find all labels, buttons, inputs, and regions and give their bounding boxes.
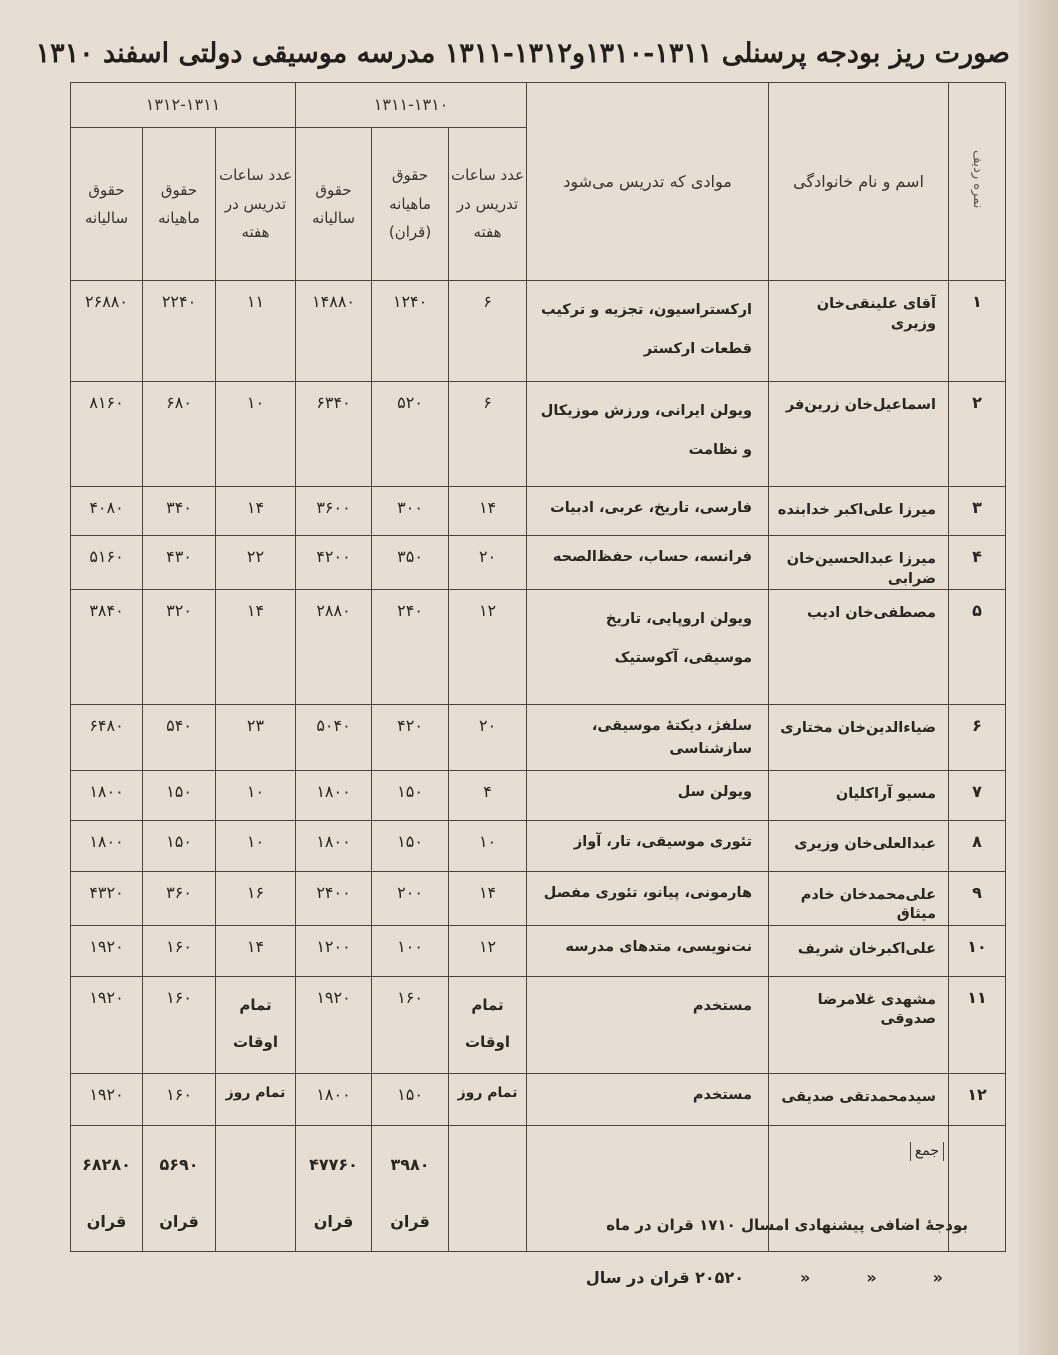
total-annual-1311: ۶۸۲۸۰ قران [71, 1125, 143, 1251]
table-row [71, 770, 1006, 820]
table-row [71, 281, 1006, 382]
annual-1311: ۶۴۸۰ [71, 705, 143, 770]
row-number: ۱۱ [949, 976, 1006, 1073]
annual-1311: ۱۸۰۰ [71, 820, 143, 871]
table-row [71, 820, 1006, 871]
subjects-taught: ویولن اروپایی، تاریخ موسیقی، آکوستیک [527, 590, 769, 705]
hours-1311: ۱۶ [216, 871, 296, 925]
monthly-1310: ۱۰۰ [372, 925, 449, 976]
hours-1310: ۲۰ [449, 705, 527, 770]
subjects-taught: مستخدم [527, 1073, 769, 1125]
hours-1311: ۱۱ [216, 281, 296, 382]
row-number: ۱۲ [949, 1073, 1006, 1125]
teacher-name: علی‌محمدخان خادم میثاق [769, 871, 949, 925]
table-row [71, 487, 1006, 536]
row-number: ۶ [949, 705, 1006, 770]
hours-1310: تمام اوقات [449, 976, 527, 1073]
subjects-taught: ارکستراسیون، تجزیه و ترکیب قطعات ارکستر [527, 281, 769, 382]
subjects-taught: فرانسه، حساب، حفظ‌الصحه [527, 536, 769, 590]
hours-1310: ۱۴ [449, 871, 527, 925]
header-annual-1: حقوق سالیانه [296, 128, 372, 281]
table-row [71, 382, 1006, 487]
subjects-taught: مستخدم [527, 976, 769, 1073]
annual-1310: ۶۳۴۰ [296, 382, 372, 487]
totals-empty-cell [449, 1125, 527, 1251]
hours-1310: تمام روز [449, 1073, 527, 1125]
hours-1310: ۶ [449, 281, 527, 382]
page-edge [1018, 0, 1058, 1355]
hours-1311: ۱۰ [216, 382, 296, 487]
totals-label: جمع [910, 1142, 944, 1161]
teacher-name: میرزا علی‌اکبر خدابنده [769, 487, 949, 536]
monthly-1311: ۱۶۰ [143, 1073, 216, 1125]
teacher-name: عبدالعلی‌خان وزیری [769, 820, 949, 871]
monthly-1310: ۲۰۰ [372, 871, 449, 925]
header-hours-2: عدد ساعات تدریس در هفته [216, 128, 296, 281]
footer-line-1: بودجهٔ اضافی پیشنهادی امسال ۱۷۱۰ قران در ماه [606, 1216, 968, 1234]
annual-1310: ۱۸۰۰ [296, 770, 372, 820]
table-row [71, 871, 1006, 925]
monthly-1311: ۵۴۰ [143, 705, 216, 770]
annual-1310: ۲۴۰۰ [296, 871, 372, 925]
hours-1310: ۴ [449, 770, 527, 820]
annual-1311: ۴۳۲۰ [71, 871, 143, 925]
total-annual-1310: ۴۷۷۶۰ قران [296, 1125, 372, 1251]
ditto-mark: « [932, 1268, 943, 1287]
monthly-1310: ۱۵۰ [372, 770, 449, 820]
monthly-1311: ۲۲۴۰ [143, 281, 216, 382]
row-number: ۳ [949, 487, 1006, 536]
row-number: ۵ [949, 590, 1006, 705]
header-hours-1: عدد ساعات تدریس در هفته [449, 128, 527, 281]
subjects-taught: سلفژ، دیکتهٔ موسیقی، سازشناسی [527, 705, 769, 770]
monthly-1310: ۱۶۰ [372, 976, 449, 1073]
annual-1310: ۲۸۸۰ [296, 590, 372, 705]
hours-1311: تمام اوقات [216, 976, 296, 1073]
subjects-taught: تئوری موسیقی، تار، آواز [527, 820, 769, 871]
annual-1310: ۳۶۰۰ [296, 487, 372, 536]
hours-1311: ۲۲ [216, 536, 296, 590]
hours-1311: ۲۳ [216, 705, 296, 770]
monthly-1311: ۳۴۰ [143, 487, 216, 536]
annual-1311: ۳۸۴۰ [71, 590, 143, 705]
monthly-1310: ۵۲۰ [372, 382, 449, 487]
hours-1310: ۱۲ [449, 590, 527, 705]
teacher-name: ضیاءالدین‌خان مختاری [769, 705, 949, 770]
monthly-1311: ۱۵۰ [143, 770, 216, 820]
teacher-name: مسیو آراکلیان [769, 770, 949, 820]
monthly-1311: ۱۶۰ [143, 925, 216, 976]
table-row [71, 1073, 1006, 1125]
row-number: ۹ [949, 871, 1006, 925]
teacher-name: مشهدی غلامرضا صدوقی [769, 976, 949, 1073]
monthly-1311: ۳۲۰ [143, 590, 216, 705]
hours-1311: تمام روز [216, 1073, 296, 1125]
monthly-1310: ۳۵۰ [372, 536, 449, 590]
total-monthly-1311: ۵۶۹۰ قران [143, 1125, 216, 1251]
header-row-no: نمره ردیف [949, 83, 1006, 281]
total-monthly-1310: ۳۹۸۰ قران [372, 1125, 449, 1251]
annual-1311: ۲۶۸۸۰ [71, 281, 143, 382]
annual-1311: ۱۹۲۰ [71, 1073, 143, 1125]
subjects-taught: ویولن ایرانی، ورزش موزیکال و نظامت [527, 382, 769, 487]
header-monthly-1: حقوق ماهیانه (قران) [372, 128, 449, 281]
row-number: ۴ [949, 536, 1006, 590]
annual-1311: ۵۱۶۰ [71, 536, 143, 590]
annual-1310: ۱۹۲۰ [296, 976, 372, 1073]
annual-1311: ۱۹۲۰ [71, 925, 143, 976]
annual-1311: ۱۹۲۰ [71, 976, 143, 1073]
teacher-name: آقای علینقی‌خان وزیری [769, 281, 949, 382]
row-number: ۷ [949, 770, 1006, 820]
monthly-1310: ۱۵۰ [372, 1073, 449, 1125]
page-title: صورت ریز بودجه پرسنلی ۱۳۱۱-۱۳۱۰و۱۳۱۲-۱۳۱۱ مدرسه موسیقی دولتی اسفند ۱۳۱۰ [35, 38, 1010, 69]
teacher-name: مصطفی‌خان ادیب [769, 590, 949, 705]
row-number: ۱ [949, 281, 1006, 382]
row-number: ۱۰ [949, 925, 1006, 976]
subjects-taught: هارمونی، پیانو، تئوری مفصل [527, 871, 769, 925]
totals-empty-cell [216, 1125, 296, 1251]
monthly-1311: ۶۸۰ [143, 382, 216, 487]
monthly-1310: ۳۰۰ [372, 487, 449, 536]
hours-1311: ۱۴ [216, 487, 296, 536]
hours-1311: ۱۴ [216, 590, 296, 705]
row-number: ۸ [949, 820, 1006, 871]
footer-annual-extra: ۲۰۵۲۰ قران در سال [585, 1268, 744, 1287]
header-year-1310-1311: ۱۳۱۱-۱۳۱۰ [296, 83, 527, 128]
header-year-1311-1312: ۱۳۱۲-۱۳۱۱ [71, 83, 296, 128]
monthly-1311: ۱۵۰ [143, 820, 216, 871]
budget-table [70, 82, 1006, 1252]
table-row [71, 590, 1006, 705]
table-row [71, 925, 1006, 976]
monthly-1310: ۴۲۰ [372, 705, 449, 770]
ditto-mark: « [799, 1268, 811, 1287]
teacher-name: میرزا عبدالحسین‌خان ضرابی [769, 536, 949, 590]
hours-1311: ۱۰ [216, 820, 296, 871]
subjects-taught: فارسی، تاریخ، عربی، ادبیات [527, 487, 769, 536]
hours-1311: ۱۴ [216, 925, 296, 976]
monthly-1310: ۲۴۰ [372, 590, 449, 705]
header-monthly-2: حقوق ماهیانه [143, 128, 216, 281]
monthly-1310: ۱۲۴۰ [372, 281, 449, 382]
monthly-1311: ۳۶۰ [143, 871, 216, 925]
header-subjects: موادی که تدریس می‌شود [527, 83, 769, 281]
hours-1310: ۱۰ [449, 820, 527, 871]
annual-1310: ۱۸۰۰ [296, 820, 372, 871]
subjects-taught: نت‌نویسی، متدهای مدرسه [527, 925, 769, 976]
teacher-name: سیدمحمدتقی صدیقی [769, 1073, 949, 1125]
hours-1310: ۱۲ [449, 925, 527, 976]
row-number: ۲ [949, 382, 1006, 487]
monthly-1311: ۴۳۰ [143, 536, 216, 590]
annual-1310: ۱۴۸۸۰ [296, 281, 372, 382]
subjects-taught: ویولن سل [527, 770, 769, 820]
annual-1310: ۵۰۴۰ [296, 705, 372, 770]
table-row [71, 705, 1006, 770]
annual-1310: ۴۲۰۰ [296, 536, 372, 590]
header-annual-2: حقوق سالیانه [71, 128, 143, 281]
hours-1310: ۶ [449, 382, 527, 487]
teacher-name: اسماعیل‌خان زرین‌فر [769, 382, 949, 487]
footer-line-2 [586, 1268, 943, 1287]
table-row [71, 976, 1006, 1073]
monthly-1310: ۱۵۰ [372, 820, 449, 871]
annual-1311: ۱۸۰۰ [71, 770, 143, 820]
annual-1311: ۸۱۶۰ [71, 382, 143, 487]
annual-1310: ۱۸۰۰ [296, 1073, 372, 1125]
annual-1310: ۱۲۰۰ [296, 925, 372, 976]
hours-1311: ۱۰ [216, 770, 296, 820]
hours-1310: ۱۴ [449, 487, 527, 536]
teacher-name: علی‌اکبرخان شریف [769, 925, 949, 976]
header-name: اسم و نام خانوادگی [769, 83, 949, 281]
hours-1310: ۲۰ [449, 536, 527, 590]
table-row [71, 536, 1006, 590]
monthly-1311: ۱۶۰ [143, 976, 216, 1073]
ditto-mark: « [866, 1268, 877, 1287]
annual-1311: ۴۰۸۰ [71, 487, 143, 536]
